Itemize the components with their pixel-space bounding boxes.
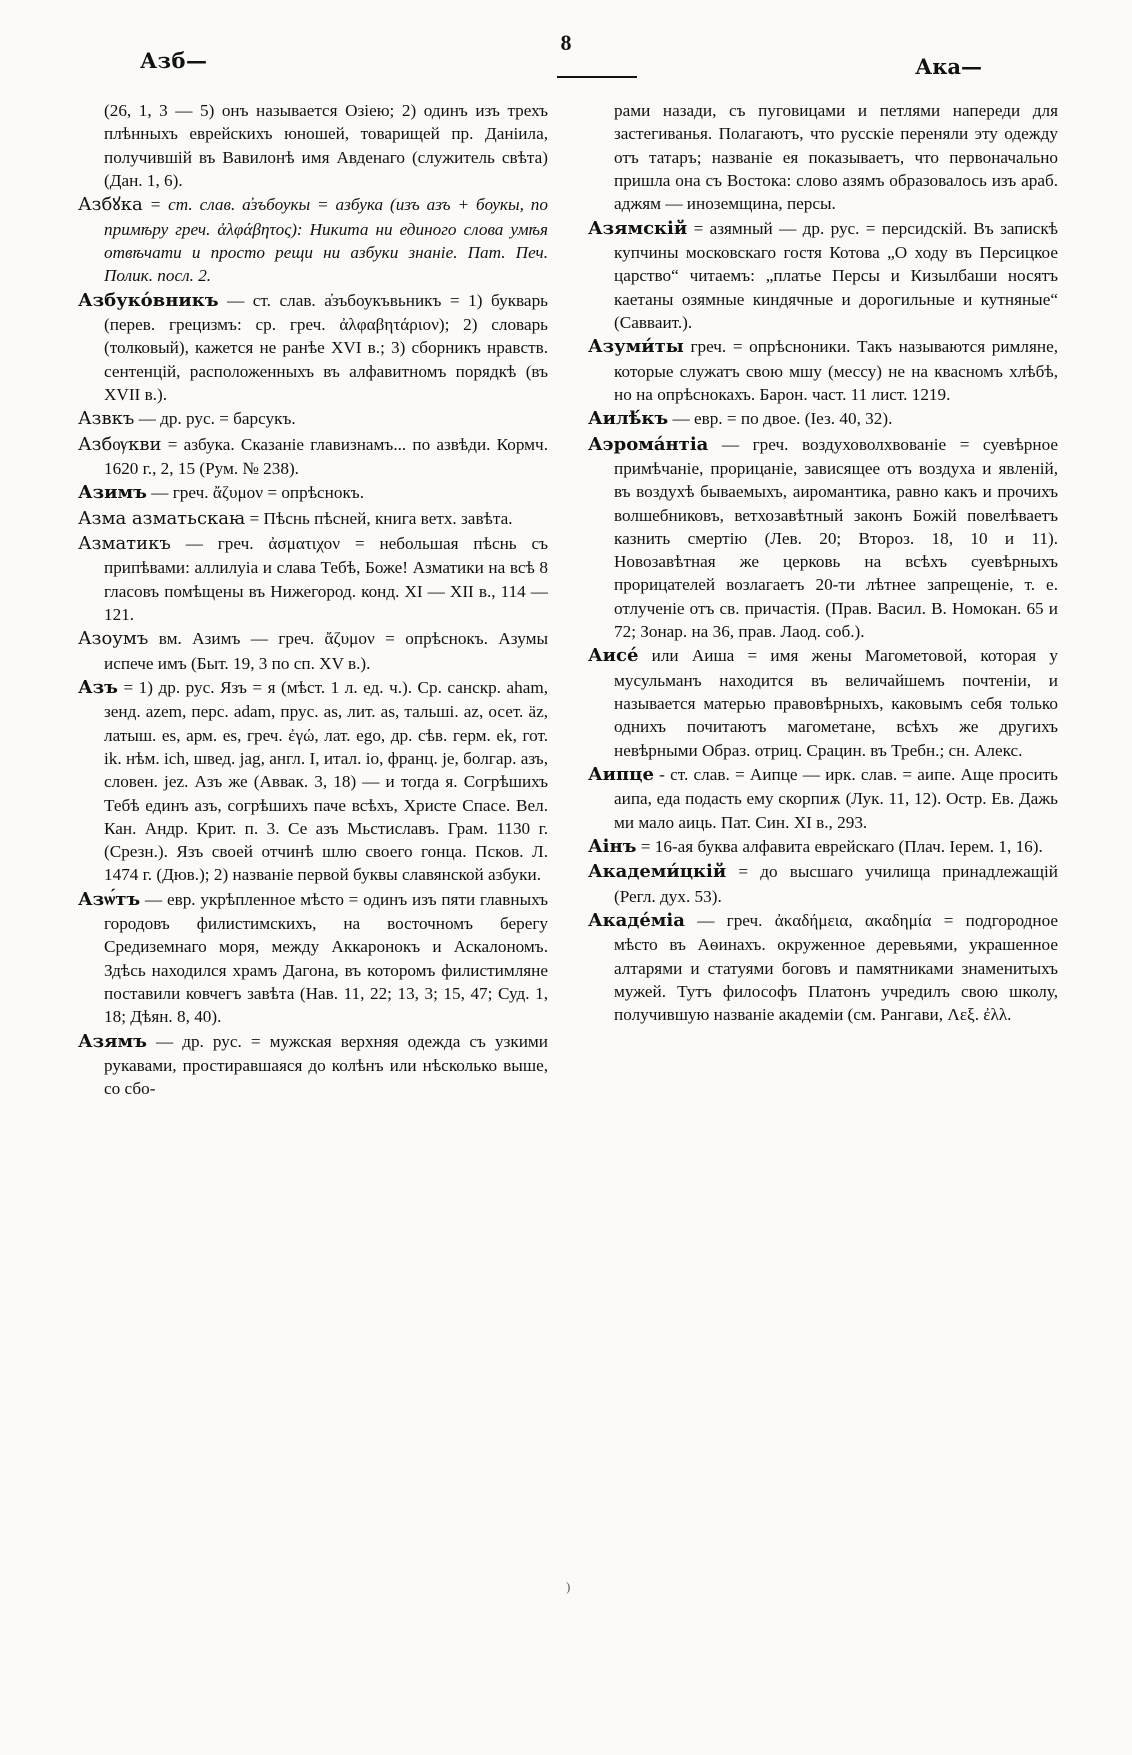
entry-headword: Аінъ — [588, 835, 637, 857]
dictionary-entry — [588, 860, 1058, 908]
dictionary-entry — [588, 433, 1058, 644]
entry-body: — греч. ἄζυμον = опрѣснокъ. — [146, 483, 364, 503]
dictionary-entry — [588, 335, 1058, 406]
running-head — [0, 30, 1132, 78]
entry-body: = 16-ая буква алфавита еврейскаго (Плач. Іерем. 1, 16). — [636, 836, 1043, 856]
dictionary-entry — [588, 407, 1058, 431]
entry-headword: Азимъ — [78, 482, 147, 504]
entry-body: греч. = опрѣсноники. Такъ называются римляне, которые служатъ свою мшу (мессу) не на квасномъ хлѣбѣ, но на опрѣснокахъ. Барон. част. 11 лист. 1219. — [614, 337, 1058, 404]
entry-body: — др. рус. = мужская верхняя одежда съ узкими рукавами, простиравшаяся до колѣнъ или нѣсколько выше, со сбо- — [104, 1031, 548, 1099]
entry-headword: Азвкъ — [78, 408, 135, 430]
entry-body: = ст. слав. а҆зъбоукы = азбука (изъ азъ + бѹкы, по примѣру греч. ἀλφάβητος): Никита ни единого слова умѣя отвѣчати и просто рещи ни азбуки знаніе. Пат. Печ. Полик. посл. 2. — [104, 195, 548, 286]
entry-continuation: рами назади, съ пуговицами и петлями напереди для застегиванья. Полагаютъ, что русскіе переняли эту одежду отъ татаръ; названіе ея показываетъ, что первоначально пришла она съ Востока: слово азямъ образовалось изъ араб. аджям — иноземщина, персы. — [614, 101, 1058, 214]
entry-headword: Азуми́ты — [588, 336, 684, 358]
running-head-left: Азб— — [140, 48, 208, 73]
entry-body: = азямный — др. рус. = персидскій. Въ запискѣ купчины московскаго гостя Котова „О ходу въ Персицкое царство“ читаемъ: „платье Персы и Кизылбаши носятъ каетаны озямные киндячные и дорогильные и кутняные“ (Савваит.). — [614, 218, 1058, 332]
page-number: 8 — [560, 30, 572, 55]
entry-body: - ст. слав. = Аипце — ирк. слав. = аипе. Аще просить аипа, еда подасть ему скорпиѫ (Лук. 11, 12). Остр. Ев. Дажь ми мало аиць. Пат. Син. XI в., 293. — [614, 764, 1058, 832]
entry-headword: Акаде́міа — [588, 909, 685, 931]
entry-body: = до высшаго училища принадлежащій (Регл. дух. 53). — [614, 862, 1058, 906]
entry-headword: Азбѹкви — [78, 433, 162, 455]
entry-headword: Азямскій — [588, 217, 688, 239]
entry-body: — греч. ἀσματιχον = небольшая пѣснь съ припѣвами: аллилуіа и слава Тебѣ, Боже! Азматики на всѣ 8 гласовъ помѣщены въ Нижегород. конд. XI — XII в., 114 — 121. — [104, 534, 548, 624]
dictionary-entry — [78, 676, 548, 887]
entry-headword: Аилѣ́къ — [588, 408, 669, 430]
dictionary-entry — [588, 835, 1058, 859]
entry-body: — евр. укрѣпленное мѣсто = одинъ изъ пяти главныхъ городовъ филистимскихъ, на восточномъ берегу Средиземнаго моря, между Аккаронокъ и Аскалономъ. Здѣсь находился храмъ Дагона, въ которомъ филистимляне поставили ковчегъ завѣта (Нав. 11, 22; 13, 3; 15, 47; Суд. 1, 18; Дѣян. 8, 40). — [104, 889, 548, 1027]
running-head-right: Ака— — [915, 54, 982, 79]
dictionary-entry — [588, 909, 1058, 1027]
right-column — [588, 82, 1058, 1382]
entry-body: или Аиша = имя жены Магометовой, которая у мусульманъ находится въ величайшемъ почтеніи, и называется матерью правовѣрныхъ, каковымъ себя только однихъ почитаютъ магометане, всѣхъ же другихъ невѣрными Образ. отриц. Срацин. въ Требн.; сн. Алекс. — [614, 646, 1058, 760]
dictionary-entry — [78, 193, 548, 287]
entry-body: — др. рус. = барсукъ. — [134, 409, 296, 429]
entry-body: вм. Азимъ — греч. ἄζυμον = опрѣснокъ. Азумы испече имъ (Быт. 19, 3 по сп. XV в.). — [104, 629, 548, 673]
entry-headword: Азоумъ — [78, 628, 149, 650]
entry-headword: Азматикъ — [78, 533, 171, 554]
page-fold-mark: ) — [566, 1579, 571, 1594]
entry-body: — ст. слав. а҆зъбоукъвьникъ = 1) букварь (перев. грецизмъ: ср. греч. ἀλφαβητάριον); 2) словарь (толковый), кажется не ранѣе XVI в.; 3) сборникъ нравств. сентенцій, расположенныхъ въ алфавитномъ порядкѣ (въ XVII в.). — [104, 290, 548, 404]
entry-headword: Академи́цкій — [588, 861, 727, 883]
entry-body: = азбука. Сказаніе главизнамъ... по азвѣди. Кормч. 1620 г., 2, 15 (Рум. № 238). — [104, 434, 548, 478]
entry-headword: Аэромáнтіа — [588, 433, 709, 455]
entry-body: — греч. воздуховолхвованіе = суевѣрное примѣчаніе, прорицаніе, зависящее отъ воздуха и явленій, въ воздухѣ бываемыхъ, аиромантика, равно какъ и прочихъ волшебниковъ, ветхозавѣтный законъ Божій повелѣваетъ казнить смертію (Лев. 20; Второз. 18, 10 и 11). Новозавѣтная же церковь на всѣхъ суевѣрныхъ прорицателей возлагаетъ 20-ти лѣтнее запрещеніе, т. е. отлученіе отъ св. причастія. (Прав. Васил. В. Номокан. 65 и 72; Зонар. на 36, прав. Лаод. соб.). — [614, 434, 1058, 642]
entry-headword: Азбꙋка — [78, 194, 143, 216]
entry-headword: Азма азматьскаꙗ — [78, 507, 246, 529]
dictionary-entry — [78, 433, 548, 481]
entry-continuation: (26, 1, 3 — 5) онъ называется Озіею; 2) одинъ изъ трехъ плѣнныхъ еврейскихъ юношей, товарищей пр. Даніила, получившій въ Вавилонѣ имя Авденаго (служитель свѣта) (Дан. 1, 6). — [104, 101, 548, 191]
dictionary-entry — [588, 217, 1058, 335]
entry-body: — греч. ἀκαδήμεια, ακαδημία = подгородное мѣсто въ Аѳинахъ. окруженное деревьями, украшенное алтарями и статуями боговъ и памятниками знаменитыхъ мужей. Тутъ философъ Платонъ учредилъ свою школу, получившую названіе академіи (см. Рангави, Λεξ. ἐλλ. — [614, 910, 1058, 1025]
entry-body: = Пѣснь пѣсней, книга ветх. завѣта. — [245, 508, 513, 528]
dictionary-entry — [78, 507, 548, 531]
entry-body: = 1) др. рус. Язъ = я (мѣст. 1 л. ед. ч.). Ср. санскр. aham, зенд. azem, перс. adam, прус. as, лит. as, тальші. az, осет. äz, латыш. es, арм. es, греч. ἐγώ, лат. ego, др. сѣв. герм. ek, гот. ik. нѣм. ich, швед. jag, англ. I, итал. io, франц. je, болгар. азъ, словен. jez. Азъ же (Аввак. 3, 18) — и тогда я. Согрѣшихъ Тебѣ единъ азъ, согрѣшихъ паче всѣхъ, Христе Спасе. Вел. Кан. Андр. Крит. п. 3. Се азъ Мьстиславъ. Грам. 1130 г. (Срезн.). Язъ своей отчинѣ шлю своего гонца. Псков. Л. 1474 г. (Дюв.); 2) названіе первой буквы славянской азбуки. — [104, 677, 548, 885]
left-column — [78, 82, 548, 1382]
entry-headword: Азямъ — [78, 1030, 147, 1052]
dictionary-entry — [588, 644, 1058, 762]
entry-headword: Азѡ́тъ — [78, 888, 141, 910]
entry-headword: Аисе́ — [588, 645, 639, 667]
dictionary-entry — [78, 407, 548, 431]
dictionary-entry — [588, 763, 1058, 834]
two-column-body — [78, 82, 1063, 1382]
dictionary-entry — [78, 1030, 548, 1101]
entry-headword: Аипце — [588, 763, 654, 785]
entry-headword: Азбукόвникъ — [78, 289, 219, 311]
dictionary-entry — [78, 289, 548, 407]
entry-headword: Азъ — [78, 676, 118, 698]
head-rule — [557, 76, 637, 78]
dictionary-entry — [78, 481, 548, 505]
dictionary-entry — [78, 532, 548, 626]
dictionary-entry — [78, 888, 548, 1029]
entry-body: — евр. = по двое. (Іез. 40, 32). — [668, 409, 893, 429]
dictionary-entry — [78, 627, 548, 675]
